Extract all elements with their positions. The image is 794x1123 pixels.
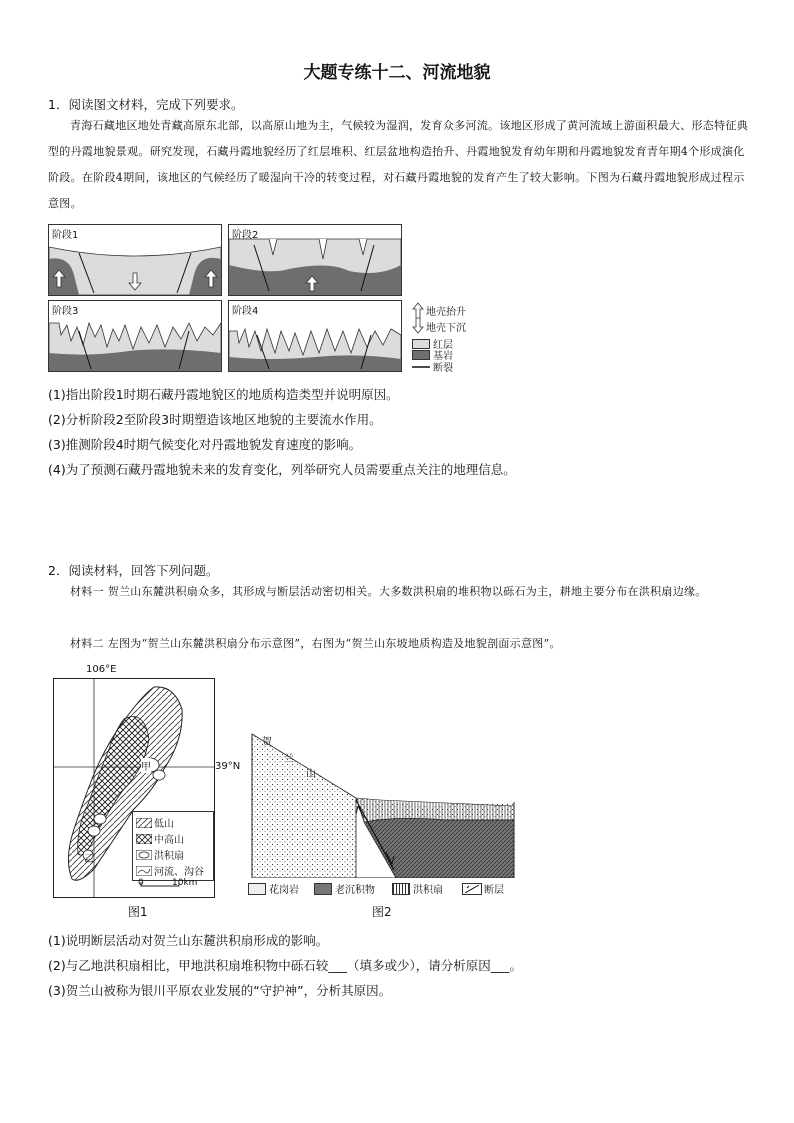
legend-bedrock-label: 基岩 (433, 351, 453, 362)
stage3-label: 阶段3 (52, 306, 79, 317)
low-mountain-swatch (136, 818, 152, 828)
q1-sub4: (4)为了预测石藏丹霞地貌未来的发育变化，列举研究人员需要重点关注的地理信息。 (48, 462, 516, 477)
fig1-legend (132, 811, 214, 881)
q1-sub3: (3)推测阶段4时期气候变化对丹霞地貌发育速度的影响。 (48, 437, 362, 452)
fig2-legend-fan (392, 881, 443, 896)
fig1-legend-highmountain-label: 中高山 (154, 835, 184, 846)
stage1-label: 阶段1 (52, 230, 79, 241)
fault-swatch-icon (462, 883, 482, 895)
q2-material2: 材料二 左图为“贺兰山东麓洪积扇分布示意图”，右图为“贺兰山东坡地质构造及地貌剖面示意图”。 (70, 637, 561, 650)
legend-redlayer-label: 红层 (433, 340, 453, 351)
fig1-legend-lowmountain-label: 低山 (154, 819, 174, 830)
stage4-panel (228, 300, 402, 372)
bedrock-swatch (412, 350, 430, 360)
fig1-scale-zero: 0 (138, 878, 144, 888)
subside-arrow-icon (412, 318, 424, 334)
legend-subside-label: 地壳下沉 (426, 322, 466, 334)
q1-figure (48, 224, 508, 374)
fig1-legend-highmountain (136, 831, 184, 846)
fig2-legend-fault-label: 断层 (484, 885, 504, 896)
fig2-mountain-3: 山 (306, 769, 316, 780)
fig1-map (53, 678, 215, 898)
fig1-legend-river (136, 863, 204, 878)
stage2-label: 阶段2 (232, 230, 259, 241)
fig1-scale-label: 10km (172, 878, 198, 888)
q2-sub2: (2)与乙地洪积扇相比，甲地洪积扇堆积物中砾石较___（填多或少），请分析原因___。 (48, 958, 522, 973)
q2-sub3: (3)贺兰山被称为银川平原农业发展的“守护神”，分析其原因。 (48, 983, 392, 998)
q2-sub1: (1)说明断层活动对贺兰山东麓洪积扇形成的影响。 (48, 933, 329, 948)
q1-sub1: (1)指出阶段1时期石藏丹霞地貌区的地质构造类型并说明原因。 (48, 387, 399, 402)
q2-material1: 材料一 贺兰山东麓洪积扇众多，其形成与断层活动密切相关。大多数洪积扇的堆积物以砾石为主，耕地主要分布在洪积扇边缘。 (70, 585, 707, 598)
fig1-caption: 图1 (128, 905, 148, 919)
page-title: 大题专练十二、河流地貌 (303, 63, 491, 83)
q1-sub2: (2)分析阶段2至阶段3时期塑造该地区地貌的主要流水作用。 (48, 412, 382, 427)
alluvial-fan-swatch (136, 850, 152, 860)
fig2-legend-oldsediment-label: 老沉积物 (335, 885, 375, 896)
granite-swatch (248, 883, 266, 895)
q1-heading: 1．阅读图文材料，完成下列要求。 (48, 97, 244, 112)
fig1-longitude: 106°E (86, 664, 117, 675)
fig2-mountain-2: 兰 (284, 754, 294, 765)
stage3-panel (48, 300, 222, 372)
fig1-legend-lowmountain (136, 815, 174, 830)
fig1-legend-fan-label: 洪积扇 (154, 851, 184, 862)
stage1-panel (48, 224, 222, 296)
q1-material: 青海石藏地区地处青藏高原东北部，以高原山地为主，气候较为湿润，发育众多河流。该地区形成了黄河流域上游面积最大、形态特征典型的丹霞地貌景观。研究发现，石藏丹霞地貌经历了红层堆积、红层盆地构造抬升、丹霞地貌发育幼年期和丹霞地貌发育青年期4个形成演化阶段。在阶段4期间，该地区的气候经历了暖湿向干冷的转变过程，对石藏丹霞地貌的发育产生了较大影响。下图为石藏丹霞地貌形成过程示意图。 (48, 119, 748, 210)
stage2-panel (228, 224, 402, 296)
fault-line-icon (412, 363, 430, 371)
stage4-label: 阶段4 (232, 306, 259, 317)
fig1-label-jia: 甲 (141, 758, 151, 773)
fig2-mountain-1: 贺 (262, 737, 272, 748)
legend-uplift-label: 地壳抬升 (426, 306, 466, 318)
q2-heading: 2．阅读材料，回答下列问题。 (48, 563, 219, 578)
fan-swatch (392, 883, 410, 895)
high-mountain-swatch (136, 834, 152, 844)
fig1-legend-river-label: 河流、沟谷 (154, 867, 204, 878)
fig2-legend-granite-label: 花岗岩 (269, 885, 299, 896)
fig2-legend-fault (462, 881, 504, 896)
legend-uplift (412, 302, 466, 318)
legend-fault-label: 断裂 (433, 363, 453, 374)
fig2-caption: 图2 (372, 905, 392, 919)
fig1-label-yi: 乙 (84, 854, 94, 865)
legend-fault (412, 359, 453, 374)
fig2-legend-fan-label: 洪积扇 (413, 885, 443, 896)
legend-subside (412, 318, 466, 334)
old-sediment-swatch (314, 883, 332, 895)
uplift-arrow-icon (412, 302, 424, 318)
river-swatch (136, 866, 152, 876)
fig1-latitude: 39°N (215, 761, 241, 772)
fig2-legend-oldsediment (314, 881, 375, 896)
fig2-legend-granite (248, 881, 299, 896)
fig1-legend-fan (136, 847, 184, 862)
